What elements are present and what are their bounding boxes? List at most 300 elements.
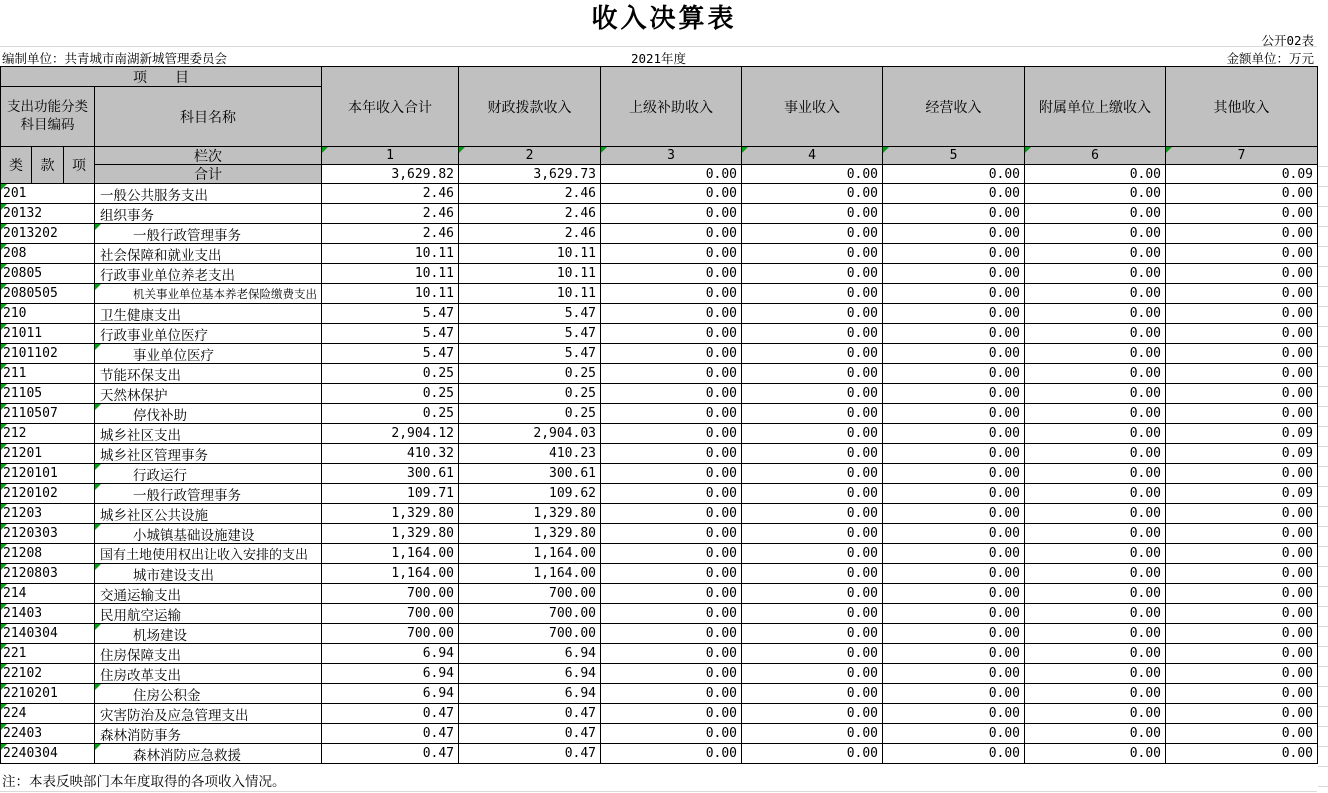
- row-value-cell[interactable]: 700.00: [322, 584, 459, 604]
- header-name-label-cell: 科目名称: [95, 87, 322, 147]
- row-code-cell[interactable]: 2120803: [1, 564, 95, 584]
- green-flag-icon: [95, 464, 101, 470]
- row-value-cell[interactable]: 0.00: [601, 744, 742, 764]
- row-name-cell[interactable]: 一般公共服务支出: [95, 184, 322, 204]
- row-value-cell[interactable]: 6.94: [459, 664, 601, 684]
- row-value-cell[interactable]: 0.00: [1025, 464, 1166, 484]
- row-value-cell[interactable]: 0.00: [1166, 224, 1318, 244]
- green-flag-icon: [1, 384, 7, 390]
- row-value-cell[interactable]: 0.00: [1166, 684, 1318, 704]
- row-code-cell[interactable]: 2120102: [1, 484, 95, 504]
- row-value-cell[interactable]: 0.00: [601, 264, 742, 284]
- row-value-cell[interactable]: 0.00: [742, 264, 883, 284]
- row-value-cell[interactable]: 0.00: [1166, 564, 1318, 584]
- row-value-cell[interactable]: 0.00: [1025, 244, 1166, 264]
- green-flag-icon: [1, 644, 7, 650]
- row-value-cell[interactable]: 700.00: [322, 624, 459, 644]
- row-code-cell[interactable]: 2120303: [1, 524, 95, 544]
- row-code-cell[interactable]: 2013202: [1, 224, 95, 244]
- row-value-cell[interactable]: 0.00: [1166, 604, 1318, 624]
- row-value-cell[interactable]: 0.00: [601, 324, 742, 344]
- green-flag-icon: [742, 147, 748, 153]
- row-value-cell[interactable]: 0.00: [883, 744, 1025, 764]
- row-value-cell[interactable]: 410.23: [459, 444, 601, 464]
- row-code-cell[interactable]: 201: [1, 184, 95, 204]
- row-value-cell[interactable]: 0.00: [601, 364, 742, 384]
- row-value-cell[interactable]: 2.46: [459, 204, 601, 224]
- row-value-cell[interactable]: 0.00: [742, 444, 883, 464]
- row-value-cell[interactable]: 0.00: [1166, 584, 1318, 604]
- row-value-cell[interactable]: 2.46: [322, 224, 459, 244]
- row-value-cell[interactable]: 0.00: [883, 724, 1025, 744]
- row-value-cell[interactable]: 0.00: [1025, 324, 1166, 344]
- row-value-cell[interactable]: 1,164.00: [459, 544, 601, 564]
- row-value-cell[interactable]: 0.00: [1166, 664, 1318, 684]
- row-name-cell[interactable]: 城乡社区支出: [95, 424, 322, 444]
- row-code-cell[interactable]: 21011: [1, 324, 95, 344]
- row-value-cell[interactable]: 2.46: [459, 224, 601, 244]
- row-value-cell[interactable]: 0.00: [1166, 524, 1318, 544]
- row-value-cell[interactable]: 0.00: [601, 544, 742, 564]
- row-value-cell[interactable]: 0.00: [883, 424, 1025, 444]
- row-value-cell[interactable]: 0.00: [1025, 304, 1166, 324]
- row-name-cell[interactable]: 停伐补助: [95, 404, 322, 424]
- green-flag-icon: [1, 444, 7, 450]
- row-value-cell[interactable]: 10.11: [322, 264, 459, 284]
- row-value-cell[interactable]: 0.00: [1025, 344, 1166, 364]
- green-flag-icon: [1, 204, 7, 210]
- row-value-cell[interactable]: 0.47: [459, 704, 601, 724]
- row-value-cell[interactable]: 0.00: [742, 364, 883, 384]
- row-value-cell[interactable]: 0.47: [322, 724, 459, 744]
- green-flag-icon: [1, 684, 7, 690]
- row-value-cell[interactable]: 0.00: [601, 504, 742, 524]
- row-value-cell[interactable]: 0.00: [1025, 624, 1166, 644]
- row-value-cell[interactable]: 0.00: [883, 484, 1025, 504]
- row-value-cell[interactable]: 0.00: [883, 244, 1025, 264]
- row-value-cell[interactable]: 0.00: [601, 404, 742, 424]
- row-value-cell[interactable]: 0.09: [1166, 444, 1318, 464]
- row-value-cell[interactable]: 0.00: [601, 644, 742, 664]
- row-value-cell[interactable]: 0.00: [742, 724, 883, 744]
- row-name-cell[interactable]: 行政事业单位养老支出: [95, 264, 322, 284]
- row-value-cell[interactable]: 5.47: [322, 324, 459, 344]
- row-value-cell[interactable]: 1,329.80: [322, 504, 459, 524]
- row-value-cell[interactable]: 0.00: [1025, 364, 1166, 384]
- row-name-cell[interactable]: 行政事业单位医疗: [95, 324, 322, 344]
- green-flag-icon: [1, 584, 7, 590]
- row-value-cell[interactable]: 0.00: [883, 324, 1025, 344]
- row-value-cell[interactable]: 0.00: [883, 444, 1025, 464]
- row-value-cell[interactable]: 0.00: [1025, 644, 1166, 664]
- row-value-cell[interactable]: 2,904.12: [322, 424, 459, 444]
- title-row: [0, 0, 1328, 33]
- row-code-cell[interactable]: 2101102: [1, 344, 95, 364]
- row-value-cell[interactable]: 0.00: [742, 284, 883, 304]
- row-name-cell[interactable]: 一般行政管理事务: [95, 224, 322, 244]
- row-value-cell[interactable]: 1,329.80: [459, 504, 601, 524]
- row-name-cell[interactable]: 组织事务: [95, 204, 322, 224]
- row-code-cell[interactable]: 2140304: [1, 624, 95, 644]
- row-value-cell[interactable]: 0.00: [601, 464, 742, 484]
- row-value-cell[interactable]: 0.00: [1166, 624, 1318, 644]
- row-value-cell[interactable]: 0.00: [601, 484, 742, 504]
- row-value-cell[interactable]: 0.00: [601, 204, 742, 224]
- row-value-cell[interactable]: 0.00: [1025, 684, 1166, 704]
- row-name-cell[interactable]: 机场建设: [95, 624, 322, 644]
- total-value-cell[interactable]: 3,629.82: [322, 165, 459, 184]
- row-value-cell[interactable]: 0.00: [601, 624, 742, 644]
- green-flag-icon: [1025, 147, 1031, 153]
- row-value-cell[interactable]: 0.00: [883, 684, 1025, 704]
- row-code-cell[interactable]: 210: [1, 304, 95, 324]
- row-value-cell[interactable]: 0.00: [601, 224, 742, 244]
- row-value-cell[interactable]: 0.00: [1025, 744, 1166, 764]
- row-code-cell[interactable]: 211: [1, 364, 95, 384]
- header-col-operating-income: 经营收入: [883, 67, 1025, 147]
- row-name-cell[interactable]: 灾害防治及应急管理支出: [95, 704, 322, 724]
- row-value-cell[interactable]: 109.62: [459, 484, 601, 504]
- row-value-cell[interactable]: 0.00: [1025, 264, 1166, 284]
- header-code-label-cell: [1, 87, 95, 147]
- row-value-cell[interactable]: 0.25: [322, 364, 459, 384]
- row-name-cell[interactable]: 交通运输支出: [95, 584, 322, 604]
- row-value-cell[interactable]: 0.00: [1025, 444, 1166, 464]
- row-value-cell[interactable]: 0.00: [742, 424, 883, 444]
- row-value-cell[interactable]: 0.00: [1166, 284, 1318, 304]
- green-flag-icon: [1, 724, 7, 730]
- row-value-cell[interactable]: 0.00: [1166, 184, 1318, 204]
- row-value-cell[interactable]: 0.00: [1166, 384, 1318, 404]
- row-value-cell[interactable]: 0.00: [883, 564, 1025, 584]
- row-value-cell[interactable]: 0.00: [1166, 364, 1318, 384]
- row-value-cell[interactable]: 5.47: [322, 304, 459, 324]
- row-code-cell[interactable]: 20132: [1, 204, 95, 224]
- row-name-cell[interactable]: 行政运行: [95, 464, 322, 484]
- row-value-cell[interactable]: 0.00: [742, 684, 883, 704]
- row-value-cell[interactable]: 0.00: [742, 344, 883, 364]
- row-value-cell[interactable]: 5.47: [322, 344, 459, 364]
- row-value-cell[interactable]: 0.00: [742, 664, 883, 684]
- row-value-cell[interactable]: 0.00: [1025, 384, 1166, 404]
- row-value-cell[interactable]: 0.00: [601, 564, 742, 584]
- row-value-cell[interactable]: 0.09: [1166, 424, 1318, 444]
- row-value-cell[interactable]: 0.00: [883, 624, 1025, 644]
- row-value-cell[interactable]: 0.00: [883, 644, 1025, 664]
- row-value-cell[interactable]: 0.00: [742, 644, 883, 664]
- row-code-cell[interactable]: 221: [1, 644, 95, 664]
- row-code-cell[interactable]: 22403: [1, 724, 95, 744]
- row-value-cell[interactable]: 700.00: [322, 604, 459, 624]
- row-value-cell[interactable]: 0.00: [601, 424, 742, 444]
- row-value-cell[interactable]: 0.00: [1025, 724, 1166, 744]
- row-value-cell[interactable]: 0.00: [742, 704, 883, 724]
- row-value-cell[interactable]: 0.00: [742, 404, 883, 424]
- row-value-cell[interactable]: 0.00: [742, 464, 883, 484]
- row-value-cell[interactable]: 1,164.00: [459, 564, 601, 584]
- green-flag-icon: [1, 184, 7, 190]
- row-code-cell[interactable]: 224: [1, 704, 95, 724]
- row-code-cell[interactable]: 2120101: [1, 464, 95, 484]
- row-value-cell[interactable]: 0.00: [742, 184, 883, 204]
- row-value-cell[interactable]: 0.00: [883, 664, 1025, 684]
- total-value-cell[interactable]: 0.00: [742, 165, 883, 184]
- row-code-cell[interactable]: 214: [1, 584, 95, 604]
- total-value-cell[interactable]: 0.00: [1025, 165, 1166, 184]
- row-value-cell[interactable]: 10.11: [322, 244, 459, 264]
- row-code-cell[interactable]: 21208: [1, 544, 95, 564]
- row-value-cell[interactable]: 0.00: [883, 204, 1025, 224]
- row-value-cell[interactable]: 0.00: [883, 604, 1025, 624]
- total-value-cell[interactable]: 3,629.73: [459, 165, 601, 184]
- row-value-cell[interactable]: 0.00: [883, 284, 1025, 304]
- row-code-cell[interactable]: 212: [1, 424, 95, 444]
- row-value-cell[interactable]: 0.00: [1025, 484, 1166, 504]
- row-value-cell[interactable]: 0.00: [1166, 644, 1318, 664]
- row-code-cell[interactable]: 20805: [1, 264, 95, 284]
- row-value-cell[interactable]: 0.00: [601, 444, 742, 464]
- row-value-cell[interactable]: 10.11: [459, 264, 601, 284]
- row-value-cell[interactable]: 0.00: [742, 324, 883, 344]
- row-value-cell[interactable]: 0.00: [601, 524, 742, 544]
- row-value-cell[interactable]: 0.00: [742, 584, 883, 604]
- row-value-cell[interactable]: 2,904.03: [459, 424, 601, 444]
- header-col-fiscal-approp: 财政拨款收入: [459, 67, 601, 147]
- row-value-cell[interactable]: 0.00: [883, 504, 1025, 524]
- row-value-cell[interactable]: 0.00: [1025, 524, 1166, 544]
- row-value-cell[interactable]: 0.00: [1166, 704, 1318, 724]
- row-value-cell[interactable]: 1,329.80: [322, 524, 459, 544]
- green-flag-icon: [1, 544, 7, 550]
- row-value-cell[interactable]: 5.47: [459, 324, 601, 344]
- row-value-cell[interactable]: 0.00: [883, 404, 1025, 424]
- row-name-cell[interactable]: 卫生健康支出: [95, 304, 322, 324]
- row-value-cell[interactable]: 0.00: [1166, 504, 1318, 524]
- row-value-cell[interactable]: 6.94: [322, 664, 459, 684]
- row-value-cell[interactable]: 0.00: [1166, 464, 1318, 484]
- row-value-cell[interactable]: 0.00: [1166, 724, 1318, 744]
- total-row-label-cell[interactable]: 合计: [95, 165, 322, 184]
- row-code-cell[interactable]: 21203: [1, 504, 95, 524]
- row-value-cell[interactable]: 0.00: [1025, 184, 1166, 204]
- row-value-cell[interactable]: 0.00: [601, 664, 742, 684]
- row-name-cell[interactable]: 住房改革支出: [95, 664, 322, 684]
- row-value-cell[interactable]: 2.46: [459, 184, 601, 204]
- row-value-cell[interactable]: 0.00: [601, 304, 742, 324]
- row-value-cell[interactable]: 0.00: [1025, 584, 1166, 604]
- row-value-cell[interactable]: 0.00: [883, 364, 1025, 384]
- row-value-cell[interactable]: 1,329.80: [459, 524, 601, 544]
- amount-unit-label: 金额单位：万元: [1226, 51, 1314, 66]
- green-flag-icon: [1, 224, 7, 230]
- row-value-cell[interactable]: 0.00: [1025, 604, 1166, 624]
- row-value-cell[interactable]: 0.47: [459, 724, 601, 744]
- row-value-cell[interactable]: 10.11: [459, 244, 601, 264]
- row-value-cell[interactable]: 0.25: [459, 384, 601, 404]
- row-value-cell[interactable]: 0.00: [1025, 204, 1166, 224]
- row-value-cell[interactable]: 6.94: [322, 684, 459, 704]
- row-value-cell[interactable]: 0.00: [601, 604, 742, 624]
- row-value-cell[interactable]: 0.00: [1166, 264, 1318, 284]
- header-colnum-5: 5: [883, 147, 1025, 165]
- row-name-cell[interactable]: 天然林保护: [95, 384, 322, 404]
- row-value-cell[interactable]: 6.94: [459, 644, 601, 664]
- row-value-cell[interactable]: 0.00: [742, 244, 883, 264]
- header-code-label-line1: 支出功能分类: [7, 98, 88, 115]
- row-code-cell[interactable]: 22102: [1, 664, 95, 684]
- row-value-cell[interactable]: 0.09: [1166, 484, 1318, 504]
- row-value-cell[interactable]: 0.00: [601, 344, 742, 364]
- row-value-cell[interactable]: 0.00: [883, 524, 1025, 544]
- row-code-cell[interactable]: 2210201: [1, 684, 95, 704]
- row-value-cell[interactable]: 0.47: [322, 744, 459, 764]
- green-flag-icon: [1, 344, 7, 350]
- row-name-cell[interactable]: 民用航空运输: [95, 604, 322, 624]
- row-value-cell[interactable]: 0.00: [742, 544, 883, 564]
- row-value-cell[interactable]: 109.71: [322, 484, 459, 504]
- row-value-cell[interactable]: 5.47: [459, 344, 601, 364]
- row-value-cell[interactable]: 2.46: [322, 184, 459, 204]
- row-value-cell[interactable]: 0.00: [742, 304, 883, 324]
- row-value-cell[interactable]: 0.00: [742, 504, 883, 524]
- row-value-cell[interactable]: 1,164.00: [322, 564, 459, 584]
- row-value-cell[interactable]: 0.00: [883, 704, 1025, 724]
- green-flag-icon: [95, 524, 101, 530]
- row-name-cell[interactable]: 节能环保支出: [95, 364, 322, 384]
- row-value-cell[interactable]: 0.00: [1166, 744, 1318, 764]
- row-name-cell[interactable]: 一般行政管理事务: [95, 484, 322, 504]
- green-flag-icon: [322, 147, 328, 153]
- row-value-cell[interactable]: 0.00: [1166, 404, 1318, 424]
- row-value-cell[interactable]: 0.00: [883, 184, 1025, 204]
- row-code-cell[interactable]: 21105: [1, 384, 95, 404]
- row-name-cell[interactable]: 城乡社区公共设施: [95, 504, 322, 524]
- row-name-cell[interactable]: 国有土地使用权出让收入安排的支出: [95, 544, 322, 564]
- row-value-cell[interactable]: 0.00: [742, 564, 883, 584]
- row-value-cell[interactable]: 0.25: [322, 384, 459, 404]
- row-value-cell[interactable]: 0.00: [1025, 504, 1166, 524]
- row-value-cell[interactable]: 0.00: [601, 244, 742, 264]
- row-value-cell[interactable]: 6.94: [459, 684, 601, 704]
- row-value-cell[interactable]: 0.00: [883, 264, 1025, 284]
- row-value-cell[interactable]: 0.00: [1025, 704, 1166, 724]
- header-col-business-income: 事业收入: [742, 67, 883, 147]
- row-value-cell[interactable]: 0.25: [459, 404, 601, 424]
- row-value-cell[interactable]: 0.00: [601, 704, 742, 724]
- row-value-cell[interactable]: 0.00: [601, 184, 742, 204]
- row-code-cell[interactable]: 21201: [1, 444, 95, 464]
- row-value-cell[interactable]: 0.00: [1025, 564, 1166, 584]
- row-name-cell[interactable]: 森林消防应急救援: [95, 744, 322, 764]
- row-value-cell[interactable]: 10.11: [322, 284, 459, 304]
- header-code-label-line2: 科目编码: [20, 116, 75, 133]
- table-code-label: 公开02表: [1261, 32, 1314, 48]
- row-value-cell[interactable]: 410.32: [322, 444, 459, 464]
- row-value-cell[interactable]: 5.47: [459, 304, 601, 324]
- row-value-cell[interactable]: 0.00: [601, 584, 742, 604]
- row-value-cell[interactable]: 0.00: [1166, 324, 1318, 344]
- row-value-cell[interactable]: 10.11: [459, 284, 601, 304]
- gridline-gutter: [1318, 147, 1328, 790]
- row-name-cell[interactable]: 城市建设支出: [95, 564, 322, 584]
- row-value-cell[interactable]: 0.00: [742, 484, 883, 504]
- row-value-cell[interactable]: 0.00: [1166, 304, 1318, 324]
- row-value-cell[interactable]: 0.47: [459, 744, 601, 764]
- row-value-cell[interactable]: 0.00: [883, 464, 1025, 484]
- row-value-cell[interactable]: 0.00: [601, 684, 742, 704]
- row-value-cell[interactable]: 0.00: [1025, 284, 1166, 304]
- row-name-cell[interactable]: 社会保障和就业支出: [95, 244, 322, 264]
- row-value-cell[interactable]: 0.00: [742, 204, 883, 224]
- row-value-cell[interactable]: 0.00: [601, 284, 742, 304]
- total-value-cell[interactable]: 0.00: [883, 165, 1025, 184]
- row-value-cell[interactable]: 0.00: [883, 584, 1025, 604]
- row-name-cell[interactable]: 事业单位医疗: [95, 344, 322, 364]
- row-value-cell[interactable]: 0.00: [1025, 664, 1166, 684]
- row-name-cell[interactable]: 住房公积金: [95, 684, 322, 704]
- row-value-cell[interactable]: 0.00: [883, 384, 1025, 404]
- green-flag-icon: [1, 404, 7, 410]
- row-name-cell[interactable]: 小城镇基础设施建设: [95, 524, 322, 544]
- row-value-cell[interactable]: 0.00: [742, 384, 883, 404]
- row-code-cell[interactable]: 21403: [1, 604, 95, 624]
- row-value-cell[interactable]: 0.25: [459, 364, 601, 384]
- row-value-cell[interactable]: 0.00: [883, 544, 1025, 564]
- row-value-cell[interactable]: 0.00: [742, 524, 883, 544]
- header-column-index-label: 栏次: [95, 147, 322, 165]
- row-value-cell[interactable]: 0.00: [1166, 344, 1318, 364]
- row-name-cell[interactable]: 机关事业单位基本养老保险缴费支出: [95, 284, 322, 304]
- row-value-cell[interactable]: 0.00: [1166, 244, 1318, 264]
- row-value-cell[interactable]: 0.00: [1025, 224, 1166, 244]
- row-name-cell[interactable]: 住房保障支出: [95, 644, 322, 664]
- row-code-cell[interactable]: 2110507: [1, 404, 95, 424]
- row-value-cell[interactable]: 2.46: [322, 204, 459, 224]
- green-flag-icon: [1, 704, 7, 710]
- row-value-cell[interactable]: 6.94: [322, 644, 459, 664]
- row-value-cell[interactable]: 0.00: [883, 304, 1025, 324]
- row-value-cell[interactable]: 0.00: [1166, 544, 1318, 564]
- total-value-cell[interactable]: 0.09: [1166, 165, 1318, 184]
- total-value-cell[interactable]: 0.00: [601, 165, 742, 184]
- row-value-cell[interactable]: 0.00: [883, 224, 1025, 244]
- row-value-cell[interactable]: 0.47: [322, 704, 459, 724]
- row-value-cell[interactable]: 0.00: [883, 344, 1025, 364]
- row-value-cell[interactable]: 0.00: [1025, 404, 1166, 424]
- row-code-cell[interactable]: 2080505: [1, 284, 95, 304]
- row-name-cell[interactable]: 城乡社区管理事务: [95, 444, 322, 464]
- row-value-cell[interactable]: 300.61: [322, 464, 459, 484]
- row-value-cell[interactable]: 0.00: [601, 384, 742, 404]
- row-value-cell[interactable]: 1,164.00: [322, 544, 459, 564]
- row-value-cell[interactable]: 300.61: [459, 464, 601, 484]
- row-value-cell[interactable]: 0.00: [742, 624, 883, 644]
- row-value-cell[interactable]: 0.00: [601, 724, 742, 744]
- row-value-cell[interactable]: 0.00: [1025, 424, 1166, 444]
- row-name-cell[interactable]: 森林消防事务: [95, 724, 322, 744]
- row-value-cell[interactable]: 700.00: [459, 604, 601, 624]
- row-value-cell[interactable]: 0.00: [742, 604, 883, 624]
- row-value-cell[interactable]: 0.25: [322, 404, 459, 424]
- row-code-cell[interactable]: 2240304: [1, 744, 95, 764]
- row-value-cell[interactable]: 0.00: [1166, 204, 1318, 224]
- row-value-cell[interactable]: 0.00: [742, 224, 883, 244]
- row-value-cell[interactable]: 700.00: [459, 584, 601, 604]
- row-value-cell[interactable]: 0.00: [742, 744, 883, 764]
- row-code-cell[interactable]: 208: [1, 244, 95, 264]
- row-value-cell[interactable]: 0.00: [1025, 544, 1166, 564]
- row-value-cell[interactable]: 700.00: [459, 624, 601, 644]
